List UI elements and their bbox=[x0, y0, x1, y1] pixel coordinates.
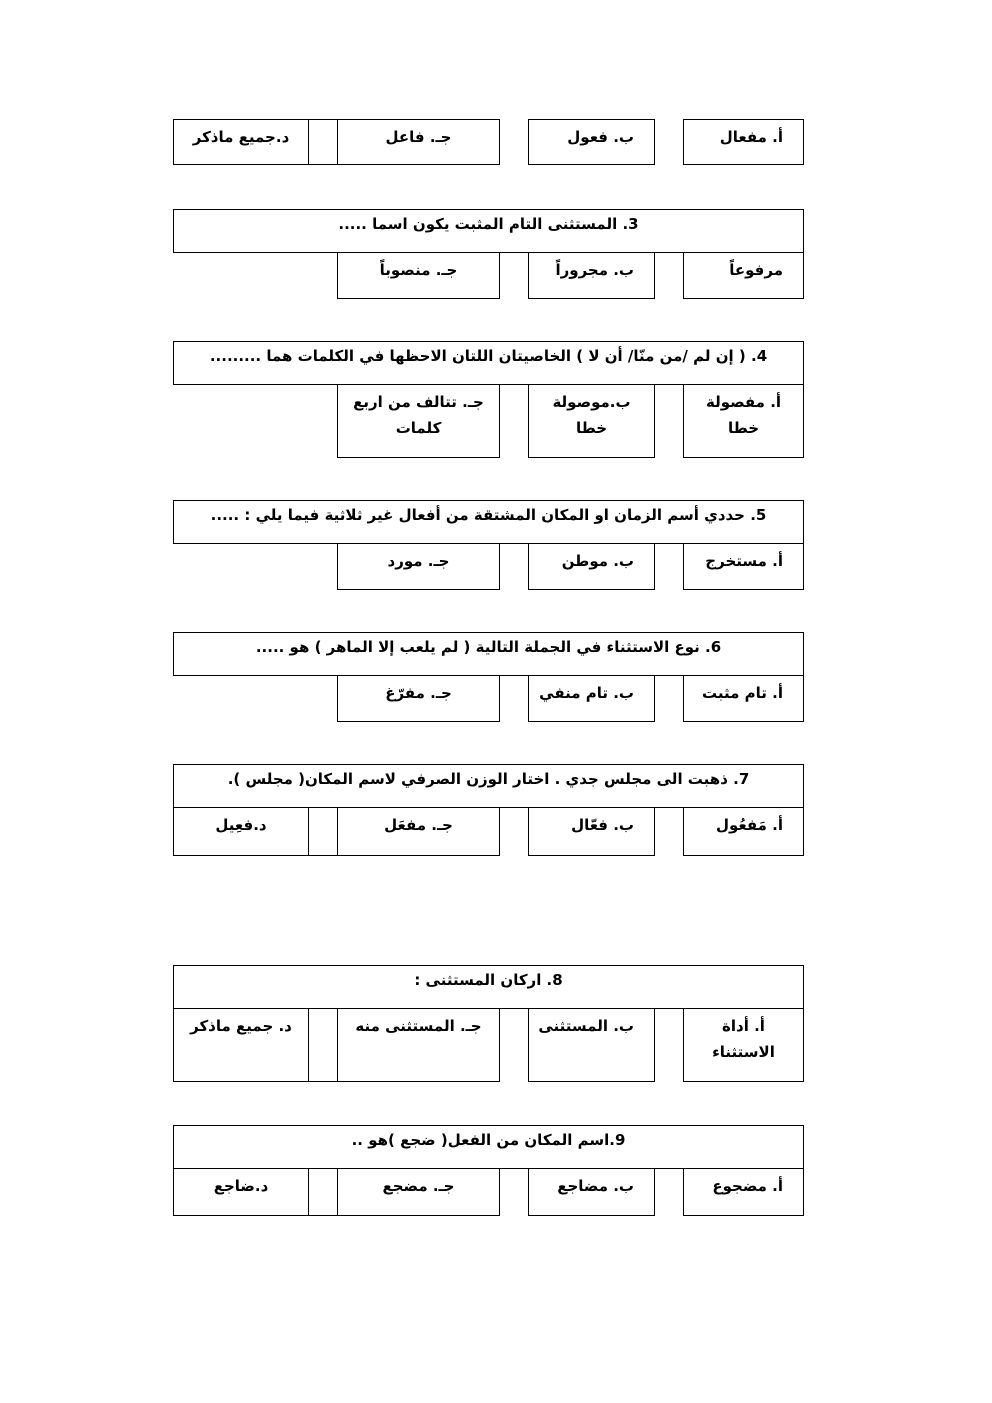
option-c: جـ. فاعل bbox=[337, 119, 500, 165]
option-spacer bbox=[308, 1009, 338, 1082]
option-a: أ. مَفعُول bbox=[683, 808, 804, 856]
question-block-partial bbox=[173, 119, 804, 165]
question-block-6 bbox=[173, 632, 804, 722]
option-c: جـ. مضجع bbox=[337, 1169, 500, 1216]
option-a: أ. مستخرج bbox=[683, 544, 804, 590]
option-spacer bbox=[308, 1169, 338, 1216]
option-a: أ. أداة الاستثناء bbox=[683, 1009, 804, 1082]
options-row bbox=[173, 119, 804, 165]
options-row bbox=[173, 676, 804, 722]
question-stem: 6. نوع الاستثناء في الجملة التالية ( لم يلعب إلا الماهر ) هو ..... bbox=[173, 632, 804, 676]
option-spacer bbox=[308, 808, 338, 856]
option-b: ب. المستثنى bbox=[528, 1009, 655, 1082]
option-a: أ. مفصولة خطا bbox=[683, 385, 804, 458]
option-b: ب. فعّال bbox=[528, 808, 655, 856]
option-spacer bbox=[308, 119, 338, 165]
option-d: د.ضاجع bbox=[173, 1169, 309, 1216]
question-block-9 bbox=[173, 1125, 804, 1216]
option-c: جـ. مفرّغ bbox=[337, 676, 500, 722]
option-b: ب. مجروراً bbox=[528, 253, 655, 299]
question-stem: 7. ذهبت الى مجلس جدي . اختار الوزن الصرفي لاسم المكان( مجلس ). bbox=[173, 764, 804, 808]
options-row bbox=[173, 808, 804, 856]
options-row bbox=[173, 544, 804, 590]
question-stem: 4. ( إن لم /من منّا/ أن لا ) الخاصيتان اللتان الاحظها في الكلمات هما ......... bbox=[173, 341, 804, 385]
option-c: جـ. تتالف من اربع كلمات bbox=[337, 385, 500, 458]
option-b: ب. مضاجع bbox=[528, 1169, 655, 1216]
option-a: أ. تام مثبت bbox=[683, 676, 804, 722]
option-a: مرفوعاً bbox=[683, 253, 804, 299]
option-c: جـ. مفعَل bbox=[337, 808, 500, 856]
option-c: جـ. مورد bbox=[337, 544, 500, 590]
option-d: د. جميع ماذكر bbox=[173, 1009, 309, 1082]
option-a: أ. مضجوع bbox=[683, 1169, 804, 1216]
question-block-7 bbox=[173, 764, 804, 856]
question-block-4 bbox=[173, 341, 804, 458]
options-row bbox=[173, 1009, 804, 1082]
option-b: ب. تام منفي bbox=[528, 676, 655, 722]
option-d: د.جميع ماذكر bbox=[173, 119, 309, 165]
question-stem: 8. اركان المستثنى : bbox=[173, 965, 804, 1009]
question-block-8 bbox=[173, 965, 804, 1082]
question-block-3 bbox=[173, 209, 804, 299]
options-row bbox=[173, 1169, 804, 1216]
option-b: ب. موطن bbox=[528, 544, 655, 590]
option-a: أ. مفعال bbox=[683, 119, 804, 165]
option-d: د.فعِيل bbox=[173, 808, 309, 856]
question-stem: 5. حددي أسم الزمان او المكان المشتقة من أفعال غير ثلاثية فيما يلي : ..... bbox=[173, 500, 804, 544]
question-stem: 3. المستثنى التام المثبت يكون اسما ..... bbox=[173, 209, 804, 253]
option-b: ب.موصولة خطا bbox=[528, 385, 655, 458]
question-stem: 9.اسم المكان من الفعل( ضجع )هو .. bbox=[173, 1125, 804, 1169]
options-row bbox=[173, 385, 804, 458]
question-block-5 bbox=[173, 500, 804, 590]
option-c: جـ. منصوباً bbox=[337, 253, 500, 299]
option-c: جـ. المستثنى منه bbox=[337, 1009, 500, 1082]
option-b: ب. فعول bbox=[528, 119, 655, 165]
options-row bbox=[173, 253, 804, 299]
